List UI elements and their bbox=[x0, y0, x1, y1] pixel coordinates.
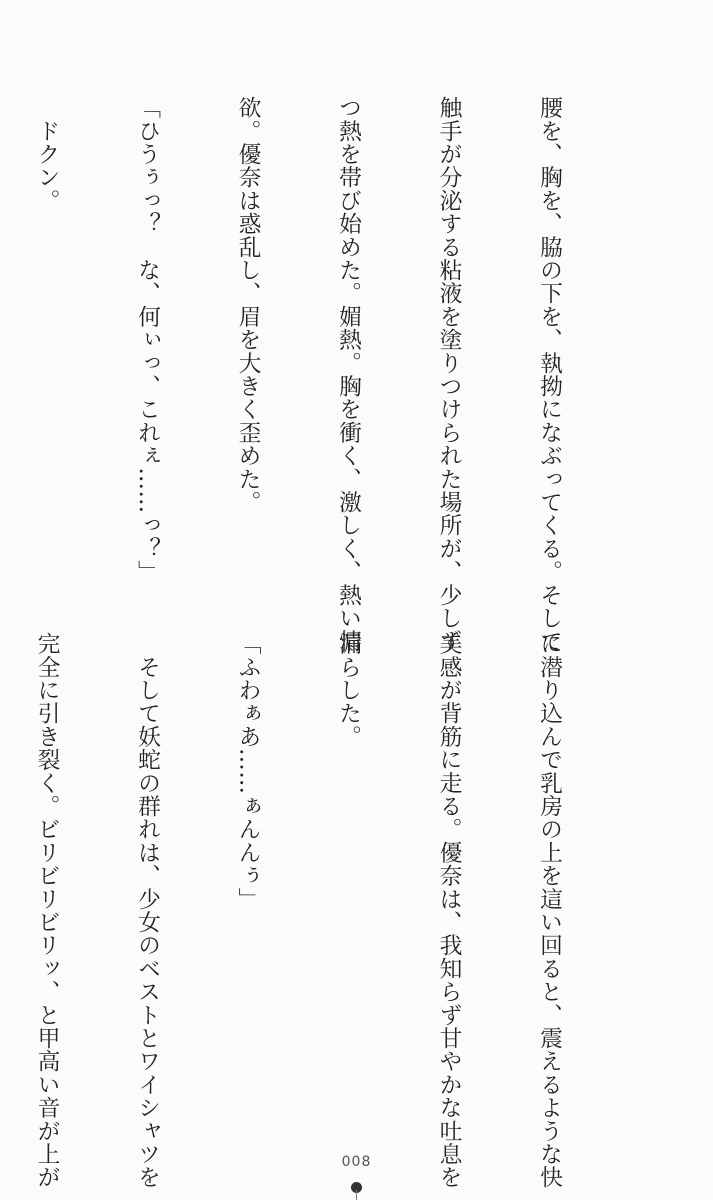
text-line: 「ふわぁあ……ぁんんぅ」 bbox=[234, 632, 261, 911]
page-marker-line bbox=[356, 1190, 357, 1200]
text-line: 完全に引き裂く。ビリビリビリッ、と甲高い音が上が bbox=[33, 632, 60, 1189]
text-line: そして妖蛇の群れは、少女のベストとワイシャツを bbox=[134, 632, 160, 1189]
text-line: 「ひうぅっ？ な、何ぃっ、これぇ……っ？」 bbox=[134, 96, 160, 584]
text-block-lower bbox=[33, 632, 632, 1189]
text-line: 触手が分泌する粘液を塗りつけられた場所が、少しず bbox=[435, 96, 462, 653]
text-line: 腰を、胸を、脇の下を、執拗になぶってくる。そして bbox=[536, 96, 562, 653]
text-line: に潜り込んで乳房の上を這い回ると、震えるような快 bbox=[536, 632, 562, 1189]
text-line: 美感が背筋に走る。優奈は、我知らず甘やかな吐息を bbox=[435, 632, 462, 1189]
text-line: つ熱を帯び始めた。媚熱。胸を衝く、激しく、熱い情 bbox=[335, 96, 361, 653]
text-line: 漏らした。 bbox=[335, 632, 361, 748]
page-number: 008 bbox=[341, 1154, 372, 1170]
text-line: ドクン。 bbox=[33, 96, 60, 212]
text-line: 欲。優奈は惑乱し、眉を大きく歪めた。 bbox=[234, 96, 261, 514]
text-block-upper bbox=[33, 96, 632, 653]
